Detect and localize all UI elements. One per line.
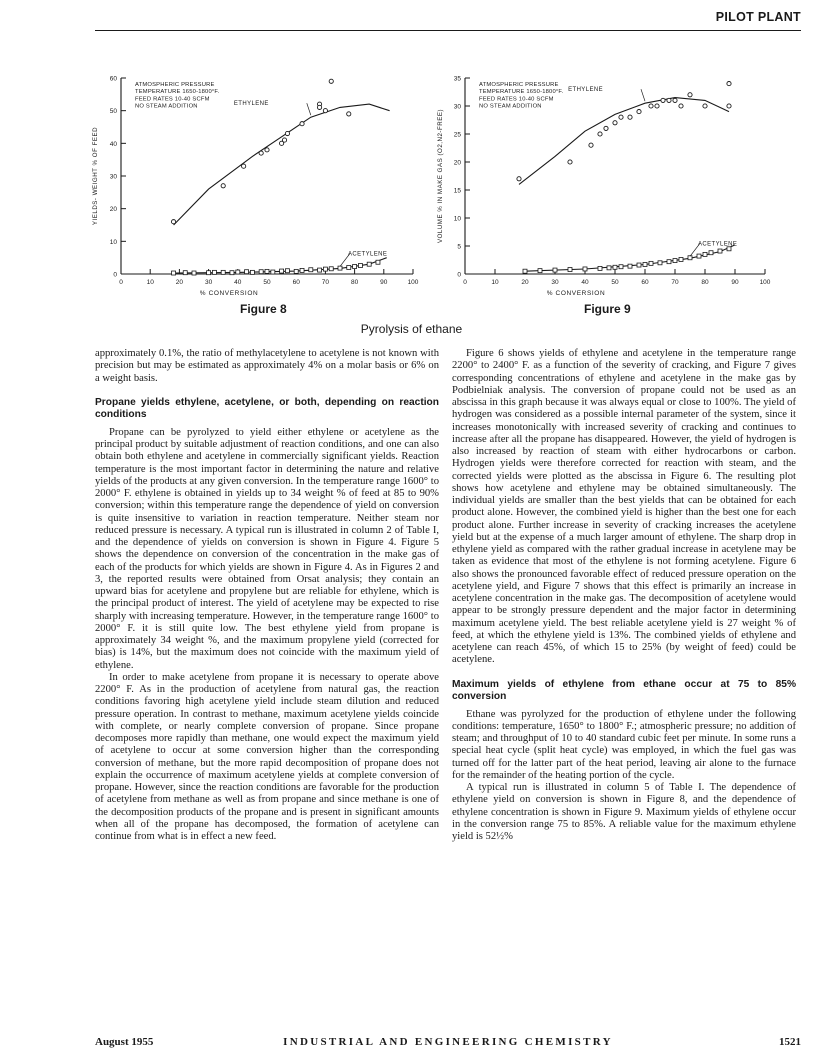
- y-axis-label: YIELDS- WEIGHT % OF FEED: [92, 126, 99, 226]
- y-tick-label: 60: [109, 75, 117, 83]
- left-column: [95, 348, 439, 843]
- acetylene-point: [649, 261, 653, 265]
- x-tick-label: 80: [701, 279, 709, 286]
- legend-line: ATMOSPHERIC PRESSURE: [135, 82, 215, 88]
- series-label: ETHYLENE: [233, 101, 269, 108]
- x-tick-label: 60: [292, 279, 300, 286]
- ethylene-point: [329, 79, 333, 83]
- x-tick-label: 100: [759, 279, 771, 286]
- y-tick-label: 5: [457, 243, 461, 251]
- x-tick-label: 30: [551, 279, 559, 286]
- figure-9-chart: [420, 62, 823, 307]
- x-tick-label: 60: [641, 279, 649, 286]
- ethylene-point: [613, 121, 617, 125]
- paragraph: approximately 0.1%, the ratio of methylacetylene to acetylene is not known with precision but may be estimated as approximately 4% on a molar basis or 6% on a weight basis.: [95, 348, 439, 384]
- legend-line: TEMPERATURE 1650-1800°F.: [479, 89, 564, 96]
- acetylene-point: [667, 260, 671, 264]
- y-tick-label: 35: [453, 75, 461, 83]
- x-tick-label: 50: [611, 279, 619, 286]
- ethylene-point: [598, 132, 602, 136]
- y-tick-label: 10: [453, 215, 461, 223]
- acetylene-point: [265, 269, 269, 273]
- paragraph: In order to make acetylene from propane it is necessary to operate above 2200° F. As in the production of acetylene from natural gas, the reaction conditions favoring high acetylene yield include steam dilution and reduced pressure operation. In contrast to methane, maximum acetylene yields coincide with complete, or nearly complete conversion of propane. Since propane decomposes more rapidly than methane, one would expect the maximum yield of acetylene to occur at some conversion higher than the corresponding conversion of methane, but the more rapid decomposition of propane does not explain the occurrence of maximum acetylene yields at complete conversion of propane. However, since the reaction conditions are favorable for the production of acetylene from methane as well as from propane and since methane is one of the decomposition products of the propane and is present in significant amounts when all of the propane has decomposed, the formation of acetylene can continue from what is in effect a new feed.: [95, 671, 439, 842]
- acetylene-point: [323, 267, 327, 271]
- ethylene-curve: [519, 98, 729, 185]
- paragraph: A typical run is illustrated in column 5 of Table I. The dependence of ethylene yield on conversion is shown in Figure 8, and the dependence of ethylene concentration is shown in Figure 9. Maximum yields of ethylene occur in the conversion range 75 to 85%. A reliable value for the maximum ethylene yield is 52½%: [452, 782, 796, 842]
- acetylene-point: [607, 266, 611, 270]
- acetylene-point: [697, 254, 701, 258]
- acetylene-point: [300, 268, 304, 272]
- acetylene-point: [353, 264, 357, 268]
- x-tick-label: 20: [521, 279, 529, 286]
- acetylene-point: [538, 269, 542, 273]
- ethylene-point: [637, 110, 641, 114]
- acetylene-point: [598, 266, 602, 270]
- y-tick-label: 20: [453, 159, 461, 167]
- ethylene-point: [323, 109, 327, 113]
- ethylene-point: [604, 126, 608, 130]
- acetylene-point: [376, 260, 380, 264]
- acetylene-point: [637, 263, 641, 267]
- acetylene-point: [658, 261, 662, 265]
- acetylene-point: [245, 270, 249, 274]
- acetylene-point: [183, 271, 187, 275]
- x-tick-label: 90: [380, 279, 388, 286]
- ethylene-point: [221, 184, 225, 188]
- figure-8-chart: [0, 62, 420, 307]
- x-tick-label: 100: [407, 279, 419, 286]
- ethylene-point: [688, 93, 692, 97]
- ethylene-point: [171, 220, 175, 224]
- acetylene-point: [709, 251, 713, 255]
- x-axis-label: % CONVERSION: [199, 290, 259, 297]
- acetylene-point: [294, 269, 298, 273]
- series-label: ACETYLENE: [348, 251, 388, 258]
- acetylene-point: [568, 268, 572, 272]
- x-tick-label: 10: [491, 279, 499, 286]
- acetylene-point: [230, 271, 234, 275]
- acetylene-point: [280, 269, 284, 273]
- x-tick-label: 0: [463, 279, 467, 286]
- acetylene-point: [688, 256, 692, 260]
- legend-line: ATMOSPHERIC PRESSURE: [479, 82, 559, 88]
- y-tick-label: 10: [109, 238, 117, 246]
- acetylene-point: [643, 262, 647, 266]
- y-tick-label: 40: [109, 140, 117, 148]
- acetylene-point: [523, 269, 527, 273]
- x-tick-label: 10: [146, 279, 154, 286]
- x-tick-label: 70: [321, 279, 330, 286]
- x-axis-label: % CONVERSION: [546, 290, 606, 297]
- ethylene-point: [655, 104, 659, 108]
- y-tick-label: 15: [453, 187, 461, 195]
- acetylene-point: [271, 270, 275, 274]
- acetylene-point: [172, 271, 176, 275]
- acetylene-point: [221, 270, 225, 274]
- acetylene-point: [628, 264, 632, 268]
- y-tick-label: 30: [109, 173, 117, 181]
- x-tick-label: 80: [350, 279, 359, 286]
- ethylene-curve: [174, 104, 390, 225]
- acetylene-point: [309, 268, 313, 272]
- y-tick-label: 20: [109, 206, 117, 214]
- legend-line: NO STEAM ADDITION: [135, 103, 198, 110]
- acetylene-point: [727, 247, 731, 251]
- x-tick-label: 0: [119, 279, 123, 286]
- acetylene-point: [212, 270, 216, 274]
- acetylene-point: [192, 271, 196, 275]
- x-tick-label: 50: [263, 279, 271, 286]
- x-tick-label: 70: [671, 279, 679, 286]
- ethylene-point: [517, 177, 521, 181]
- acetylene-point: [347, 265, 351, 269]
- y-axis-label: VOLUME % IN MAKE GAS (O2,N2-FREE): [437, 108, 444, 244]
- ethylene-point: [673, 98, 677, 102]
- acetylene-point: [679, 257, 683, 261]
- acetylene-point: [583, 267, 587, 271]
- legend-line: TEMPERATURE 1650-1800°F.: [135, 89, 220, 96]
- ethylene-point: [727, 104, 731, 108]
- section-heading: Propane yields ethylene, acetylene, or both, depending on reaction conditions: [95, 396, 439, 420]
- acetylene-point: [703, 252, 707, 256]
- ethylene-point: [628, 115, 632, 119]
- section-heading: Maximum yields of ethylene from ethane occur at 75 to 85% conversion: [452, 678, 796, 702]
- ethylene-point: [649, 104, 653, 108]
- ethylene-point: [661, 98, 665, 102]
- ethylene-point: [568, 160, 572, 164]
- ethylene-point: [703, 104, 707, 108]
- legend-line: FEED RATES 10-40 SCFM: [479, 96, 554, 103]
- ethylene-point: [727, 82, 731, 86]
- acetylene-point: [329, 267, 333, 271]
- y-tick-label: 0: [113, 271, 117, 279]
- figure-9-label: Figure 9: [584, 302, 631, 316]
- y-tick-label: 0: [457, 271, 461, 279]
- acetylene-point: [553, 268, 557, 272]
- series-label-leader: [641, 89, 645, 101]
- acetylene-point: [367, 262, 371, 266]
- paragraph: Ethane was pyrolyzed for the production of ethylene under the following conditions: temperature, 1650° to 1800° F.; atmospheric pressure; no addition of steam; and throughput of 10 to 40 standard cubic feet per minute. In some runs a special heat cycle (split heat cycle) was employed, in which the fuel gas was turned off for the latter part of the heat period, leaving air alone to the furnace for the remainder of the heating portion of the cycle.: [452, 708, 796, 781]
- paragraph: Propane can be pyrolyzed to yield either ethylene or acetylene as the principal product by suitable adjustment of reaction conditions, and one can also obtain both ethylene and acetylene in commercially significant yields. Reaction temperature is the most important factor in determining the nature and relative yields of the products at any given conversion. In the temperature range 1600° to 2000° F. ethylene is obtained in yields up to 34 weight % of feed at 85 to 90% conversion; within this temperature range the dependence of yield on conversion is quite insensitive to variation in reaction temperature. Neither steam nor reduced pressure is necessary. A typical run is illustrated in column 2 of Table I, and the dependence of yields on conversion is shown in Figure 4. Figure 5 shows the dependence on conversion of the concentration in the make gas of each of the products for which yields are shown in Figure 4. As in Figures 2 and 3, the reported results were obtained from Orsat analysis; they contain an upward bias for acetylene and propylene but are reliable for ethylene, which is the principal product of interest. The yield of acetylene may be expected to rise sharply with increasing temperature. However, in the temperature range 1600° to 2000° F. it is still quite low. The best ethylene yield from propane is approximately 34 weight %, and the maximum propylene yield (corrected for bias) is 14%, but the maximum does not coincide with the maximum yield of ethylene.: [95, 426, 439, 671]
- y-tick-label: 25: [453, 131, 461, 139]
- x-tick-label: 30: [204, 279, 213, 286]
- ethylene-point: [265, 148, 269, 152]
- acetylene-point: [619, 265, 623, 269]
- ethylene-point: [317, 105, 321, 109]
- acetylene-point: [236, 270, 240, 274]
- ethylene-point: [667, 98, 671, 102]
- figure-caption: Pyrolysis of ethane: [360, 322, 463, 336]
- ethylene-point: [300, 122, 304, 126]
- acetylene-point: [718, 249, 722, 253]
- figure-8-label: Figure 8: [240, 302, 287, 316]
- header-rule: [95, 30, 801, 31]
- x-tick-label: 40: [234, 279, 242, 286]
- acetylene-point: [207, 271, 211, 275]
- acetylene-point: [285, 269, 289, 273]
- ethylene-point: [242, 164, 246, 168]
- ethylene-point: [589, 143, 593, 147]
- acetylene-point: [358, 264, 362, 268]
- x-tick-label: 20: [175, 279, 184, 286]
- ethylene-point: [285, 131, 289, 135]
- acetylene-point: [613, 265, 617, 269]
- x-tick-label: 90: [731, 279, 739, 286]
- legend-line: FEED RATES 10-40 SCFM: [135, 96, 210, 103]
- acetylene-point: [259, 270, 263, 274]
- ethylene-point: [259, 151, 263, 155]
- y-tick-label: 30: [453, 103, 461, 111]
- ethylene-point: [347, 112, 351, 116]
- series-label: ETHYLENE: [568, 87, 603, 94]
- footer-date: August 1955: [95, 1036, 154, 1048]
- x-tick-label: 40: [581, 279, 589, 286]
- acetylene-point: [250, 270, 254, 274]
- ethylene-point: [679, 104, 683, 108]
- ethylene-point: [619, 115, 623, 119]
- y-tick-label: 50: [109, 108, 117, 116]
- series-label: ACETYLENE: [698, 241, 738, 248]
- right-column: [452, 348, 796, 843]
- footer-page-number: 1521: [779, 1036, 801, 1048]
- acetylene-point: [338, 266, 342, 270]
- ethylene-point: [282, 138, 286, 142]
- acetylene-point: [318, 268, 322, 272]
- acetylene-point: [673, 259, 677, 263]
- paragraph: Figure 6 shows yields of ethylene and acetylene in the temperature range 2200° to 2400° F. as a function of the severity of cracking, and Figure 7 gives corresponding concentrations of ethylene and acetylene in the make gas by Podbielniak analysis. The conversion of propane could not be used as an abscissa in this graph because it was always equal or close to 100%. The yield of hydrogen was considered as a possible internal parameter of the system, since it increases monotonically with increased severity of cracking and continues to increase after all the propane has disappeared. However, the yield of hydrogen is also increased by reaction of steam with either hydrocarbons or carbon. Hydrogen yields were therefore corrected for reaction with steam, and the corrected yields were plotted as the abscissa in Figure 6. The resulting plot shows how acetylene and ethylene may be obtained simultaneously. The individual yields are smaller than the best yields that can be obtained for each product alone. However, the combined yield is higher than the best one for each product alone. Further increase in severity of cracking increases the acetylene yield but at the expense of a much larger amount of ethylene. The sharp drop in ethylene yield as compared with the rather gradual increase in acetylene may be taken as evidence that most of the ethylene is not forming acetylene. Figure 6 also shows the pronounced favorable effect of reduced pressure operation on the acetylene yield, and Figure 7 shows that this effect is primarily an increase in acetylene concentration in the make gas. The decomposition of acetylene would appear to be strongly pressure dependent and the major factor in determining maximum acetylene yield. The best reliable acetylene yield is 27 weight % of feed, at which the ethylene yield is 13%. The combined yields of ethylene and acetylene can reach 45%, of which 15 to 25% (by weight of feed) could be acetylene.: [452, 348, 796, 666]
- running-header: PILOT PLANT: [715, 10, 801, 24]
- footer-journal: INDUSTRIAL AND ENGINEERING CHEMISTRY: [283, 1036, 613, 1048]
- series-label-leader: [307, 103, 311, 115]
- legend-line: NO STEAM ADDITION: [479, 103, 542, 110]
